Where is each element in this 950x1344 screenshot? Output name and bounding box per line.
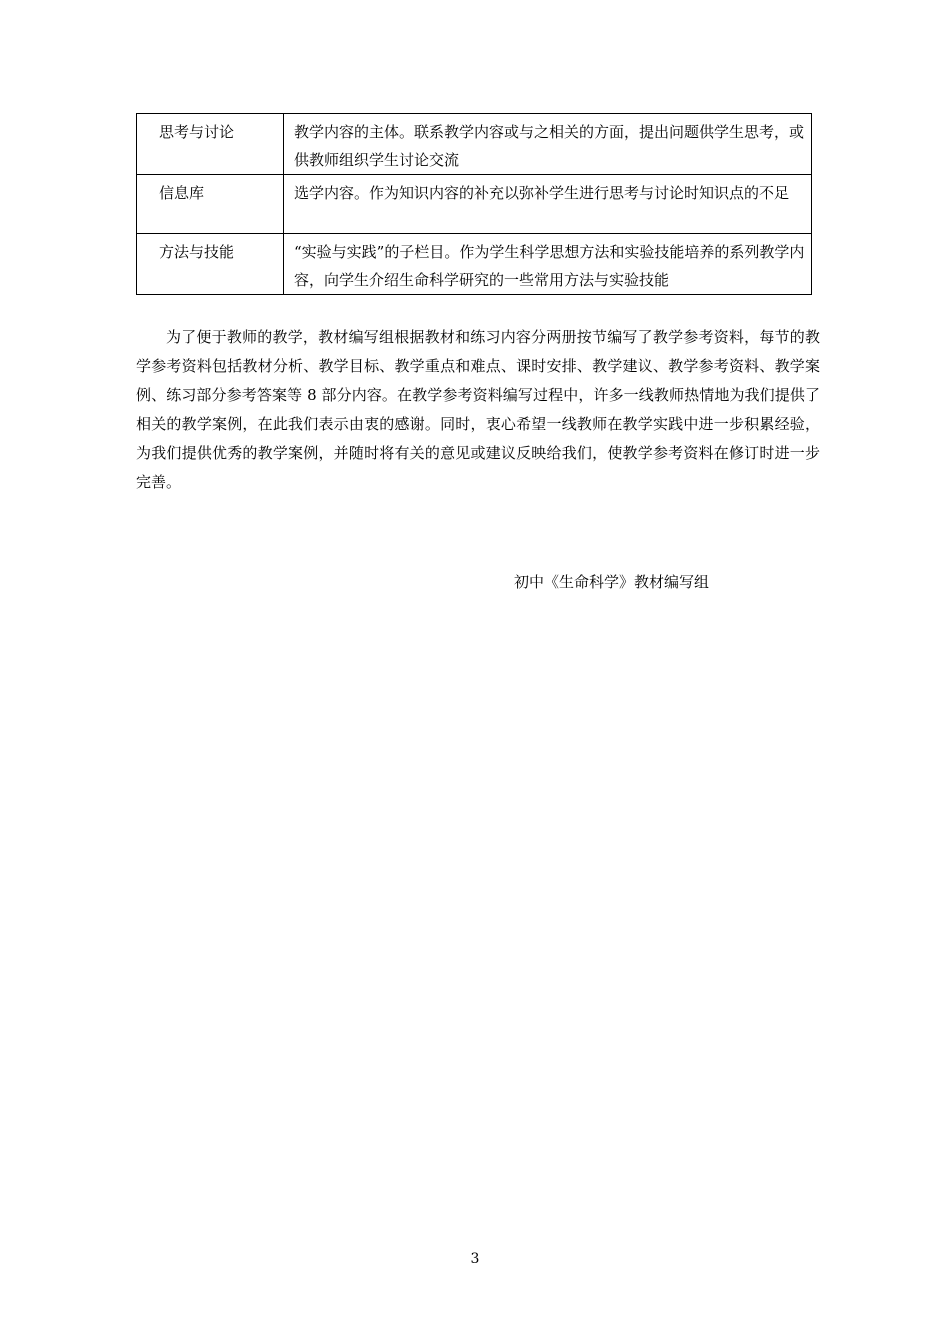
section-name-cell: 方法与技能 — [137, 234, 284, 295]
author-signature: 初中《生命科学》教材编写组 — [514, 573, 710, 591]
page-number: 3 — [470, 1251, 480, 1267]
section-name-cell: 思考与讨论 — [137, 114, 284, 175]
section-name-cell: 信息库 — [137, 175, 284, 234]
section-description-cell: 教学内容的主体。联系教学内容或与之相关的方面，提出问题供学生思考，或供教师组织学生讨论交流 — [284, 114, 812, 175]
table-row — [137, 114, 812, 175]
table-row — [137, 234, 812, 295]
section-description-cell: 选学内容。作为知识内容的补充以弥补学生进行思考与讨论时知识点的不足 — [284, 175, 812, 234]
table-row — [137, 175, 812, 234]
section-description-table — [136, 113, 812, 295]
section-description-cell: “实验与实践”的子栏目。作为学生科学思想方法和实验技能培养的系列教学内容，向学生介绍生命科学研究的一些常用方法与实验技能 — [284, 234, 812, 295]
intro-paragraph: 为了便于教师的教学，教材编写组根据教材和练习内容分两册按节编写了教学参考资料，每节的教学参考资料包括教材分析、教学目标、教学重点和难点、课时安排、教学建议、教学参考资料、教学案例、练习部分参考答案等 8 部分内容。在教学参考资料编写过程中，许多一线教师热情地为我们提供了相关的教学案例，在此我们表示由衷的感谢。同时，衷心希望一线教师在教学实践中进一步积累经验，为我们提供优秀的教学案例，并随时将有关的意见或建议反映给我们，使教学参考资料在修订时进一步完善。 — [136, 328, 820, 491]
